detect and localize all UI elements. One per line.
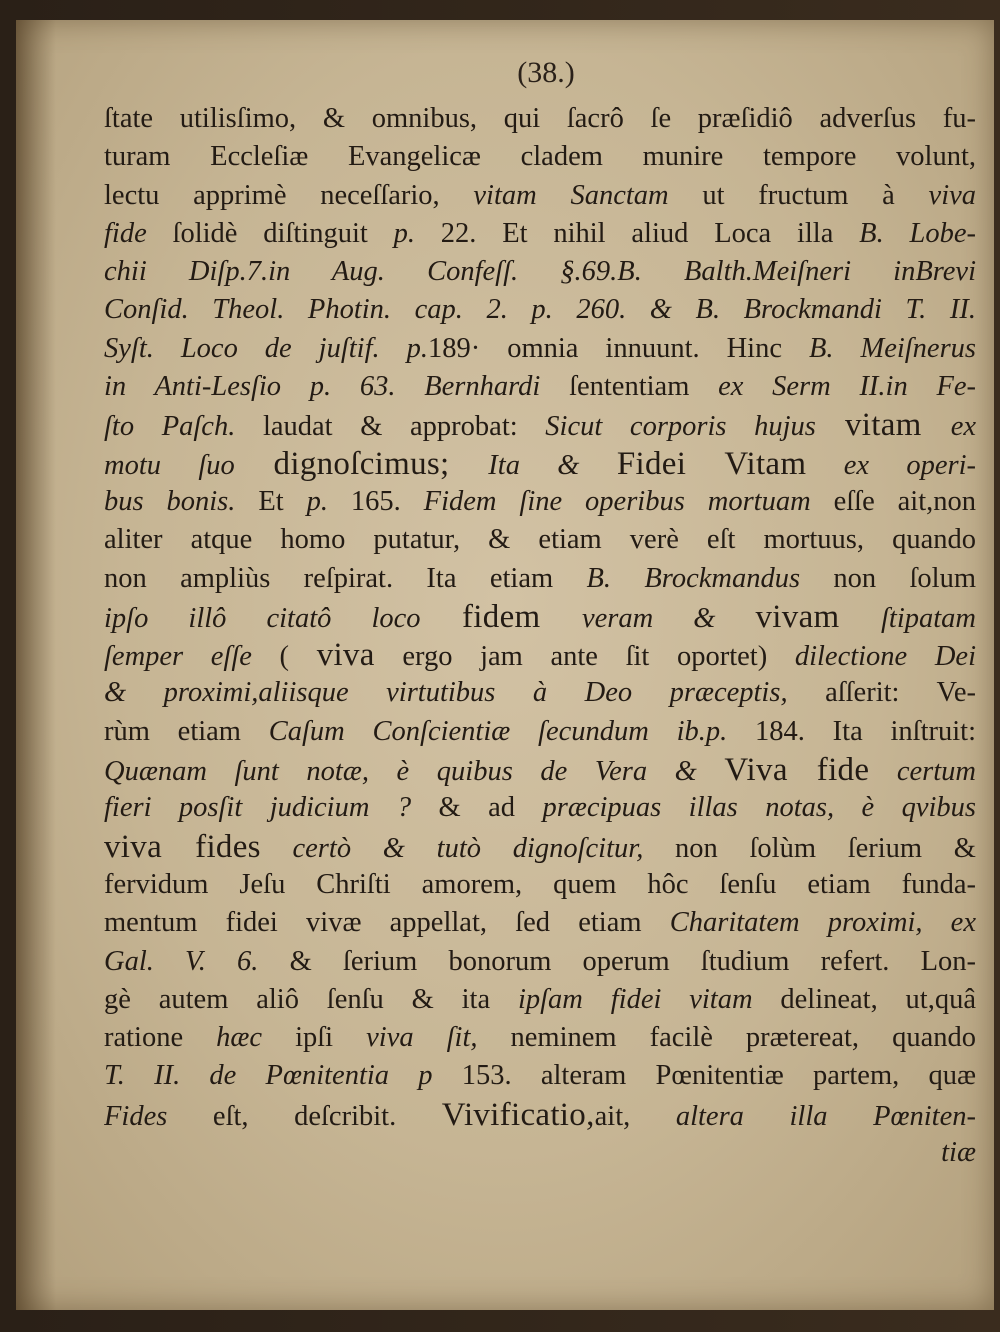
- text-line: [104, 866, 976, 904]
- text-run: hæc: [216, 1022, 263, 1054]
- text-line: [104, 291, 976, 329]
- text-run: B. Lobe-: [859, 217, 976, 249]
- text-line: [104, 215, 976, 253]
- text-line: [104, 943, 976, 981]
- text-run: gè autem aliô ſenſu & ita: [104, 983, 518, 1015]
- text-run: ait,: [594, 1100, 676, 1132]
- text-run: tiæ: [941, 1137, 976, 1169]
- text-line: [104, 521, 976, 559]
- text-run: Caſum Conſcientiæ ſecundum ib.p.: [268, 715, 728, 747]
- text-run: & proximi,aliisque virtutibus à Deo præceptis,: [104, 677, 788, 709]
- text-line: [104, 713, 976, 751]
- text-run: aſſerit: Ve-: [787, 677, 976, 709]
- text-run: ipſi: [262, 1022, 367, 1054]
- text-run: 184. Ita inſtruit:: [727, 715, 976, 747]
- text-line: [104, 1057, 976, 1095]
- text-run: 22. Et nihil aliud Loca illa: [414, 217, 860, 249]
- text-run: ſolidè diſtinguit: [146, 217, 394, 249]
- text-line: [104, 483, 976, 521]
- text-run: eſſe ait,non: [810, 485, 976, 517]
- text-run: Charitatem proximi, ex: [669, 907, 976, 939]
- text-run: & ad: [411, 792, 543, 824]
- text-run: ergo jam ante ſit oportet): [374, 641, 795, 673]
- text-run: 153. alteram Pœnitentiæ partem, quæ: [432, 1060, 976, 1092]
- text-run: ipſam fidei vitam: [517, 983, 753, 1015]
- text-run: chii Diſp.7.in Aug. Confeſſ. §.69.B. Balth.Meiſneri inBrevi: [104, 256, 976, 288]
- text-run: dilectione Dei: [794, 641, 976, 673]
- text-run: ſemper eſſe: [104, 641, 252, 673]
- text-run: Gal. V. 6.: [104, 945, 259, 977]
- text-run: Fidei Vitam: [616, 445, 807, 482]
- text-run: B. Brockmandus: [586, 562, 801, 594]
- text-run: præcipuas illas notas, è qvibus: [542, 792, 976, 824]
- text-run: ex operi-: [806, 449, 976, 481]
- text-line: [104, 751, 976, 789]
- text-run: Conſid. Theol. Photin. cap. 2. p. 260. & B. Brockmandi T. II.: [104, 294, 976, 326]
- text-run: Vivificatio,: [441, 1096, 595, 1133]
- text-run: certò & tutò dignoſcitur,: [260, 832, 644, 864]
- text-run: viva: [316, 637, 375, 674]
- text-run: Fidem ſine operibus mortuam: [423, 485, 811, 517]
- text-run: (: [251, 641, 317, 673]
- text-run: Ita &: [488, 449, 617, 481]
- text-line: [104, 445, 976, 483]
- text-line: [104, 1134, 976, 1172]
- text-run: Syſt. Loco de juſtif. p.: [104, 332, 428, 364]
- text-run: ex: [950, 411, 976, 443]
- text-run: turam Eccleſiæ Evangelicæ cladem munire tempore volunt,: [104, 141, 976, 173]
- text-line: [104, 828, 976, 866]
- text-run: Sicut corporis hujus: [545, 411, 816, 443]
- text-line: [104, 253, 976, 291]
- text-run: fidem: [420, 598, 582, 635]
- text-run: vitam Sanctam: [473, 179, 669, 211]
- text-run: ex Serm II.in Fe-: [718, 371, 976, 403]
- text-run: viva fides: [104, 828, 261, 865]
- text-run: Fides: [104, 1100, 168, 1132]
- text-run: ipſo illô citatô loco: [104, 602, 421, 634]
- text-line: [104, 981, 976, 1019]
- text-run: motu ſuo: [104, 449, 235, 481]
- text-run: viva ſit,: [366, 1022, 478, 1054]
- text-run: non ſolum: [800, 562, 976, 594]
- text-line: [104, 368, 976, 406]
- text-run: delineat, ut,quâ: [752, 983, 976, 1015]
- text-line: [104, 330, 976, 368]
- text-line: [104, 636, 976, 674]
- text-run: mentum fidei vivæ appellat, ſed etiam: [104, 907, 670, 939]
- text-run: T. II. de Pœnitentia p: [104, 1060, 433, 1092]
- text-line: [104, 904, 976, 942]
- text-run: rùm etiam: [104, 715, 269, 747]
- text-run: Quænam ſunt notæ, è quibus de Vera &: [104, 756, 725, 788]
- text-run: viva: [928, 179, 976, 211]
- text-run: non ampliùs reſpirat. Ita etiam: [104, 562, 587, 594]
- text-run: Et: [235, 485, 307, 517]
- text-run: Viva fide: [724, 752, 870, 789]
- text-run: non ſolùm ſerium &: [643, 832, 976, 864]
- text-line: [104, 177, 976, 215]
- text-run: ratione: [104, 1022, 217, 1054]
- text-run: veram &: [581, 602, 756, 634]
- text-line: [104, 138, 976, 176]
- text-run: aliter atque homo putatur, & etiam verè eſt mortuus, quando: [104, 524, 976, 556]
- body-text: [104, 100, 976, 1172]
- text-run: altera illa Pœniten-: [675, 1100, 976, 1132]
- text-run: in Anti-Lesſio p. 63. Bernhardi: [104, 371, 541, 403]
- text-run: B. Meiſnerus: [808, 332, 976, 364]
- book-page: [16, 20, 994, 1310]
- text-line: [104, 598, 976, 636]
- text-run: ut fructum à: [668, 179, 929, 211]
- text-run: 189· omnia innuunt. Hinc: [427, 332, 809, 364]
- text-run: fieri posſit judicium ?: [104, 792, 412, 824]
- text-run: p.: [306, 485, 328, 517]
- text-run: dignoſcimus;: [234, 445, 489, 482]
- text-run: lectu apprimè neceſſario,: [104, 179, 474, 211]
- text-run: ſententiam: [540, 371, 719, 403]
- text-run: eſt, deſcribit.: [167, 1100, 442, 1132]
- text-run: laudat & approbat:: [235, 411, 546, 443]
- text-line: [104, 789, 976, 827]
- text-run: ſtate utilisſimo, & omnibus, qui ſacrô ſe præſidiô adverſus fu-: [104, 103, 976, 134]
- text-run: vivam: [755, 598, 881, 635]
- text-run: & ſerium bonorum operum ſtudium refert. Lon-: [258, 945, 976, 977]
- text-run: p.: [393, 217, 415, 249]
- text-line: [104, 1096, 976, 1134]
- text-line: [104, 1019, 976, 1057]
- text-run: bus bonis.: [104, 485, 236, 517]
- text-run: fide: [104, 217, 147, 249]
- text-run: ſto Paſch.: [104, 411, 236, 443]
- text-run: vitam: [815, 407, 951, 444]
- text-run: 165.: [327, 485, 424, 517]
- text-run: neminem facilè prætereat, quando: [477, 1022, 976, 1054]
- text-run: ſtipatam: [880, 602, 976, 634]
- page-number: (38.): [517, 56, 575, 89]
- text-line: [104, 406, 976, 444]
- text-run: fervidum Jeſu Chriſti amorem, quem hôc ſenſu etiam funda-: [104, 868, 976, 900]
- text-run: certum: [869, 756, 976, 788]
- text-line: [104, 100, 976, 138]
- text-line: [104, 674, 976, 712]
- text-line: [104, 560, 976, 598]
